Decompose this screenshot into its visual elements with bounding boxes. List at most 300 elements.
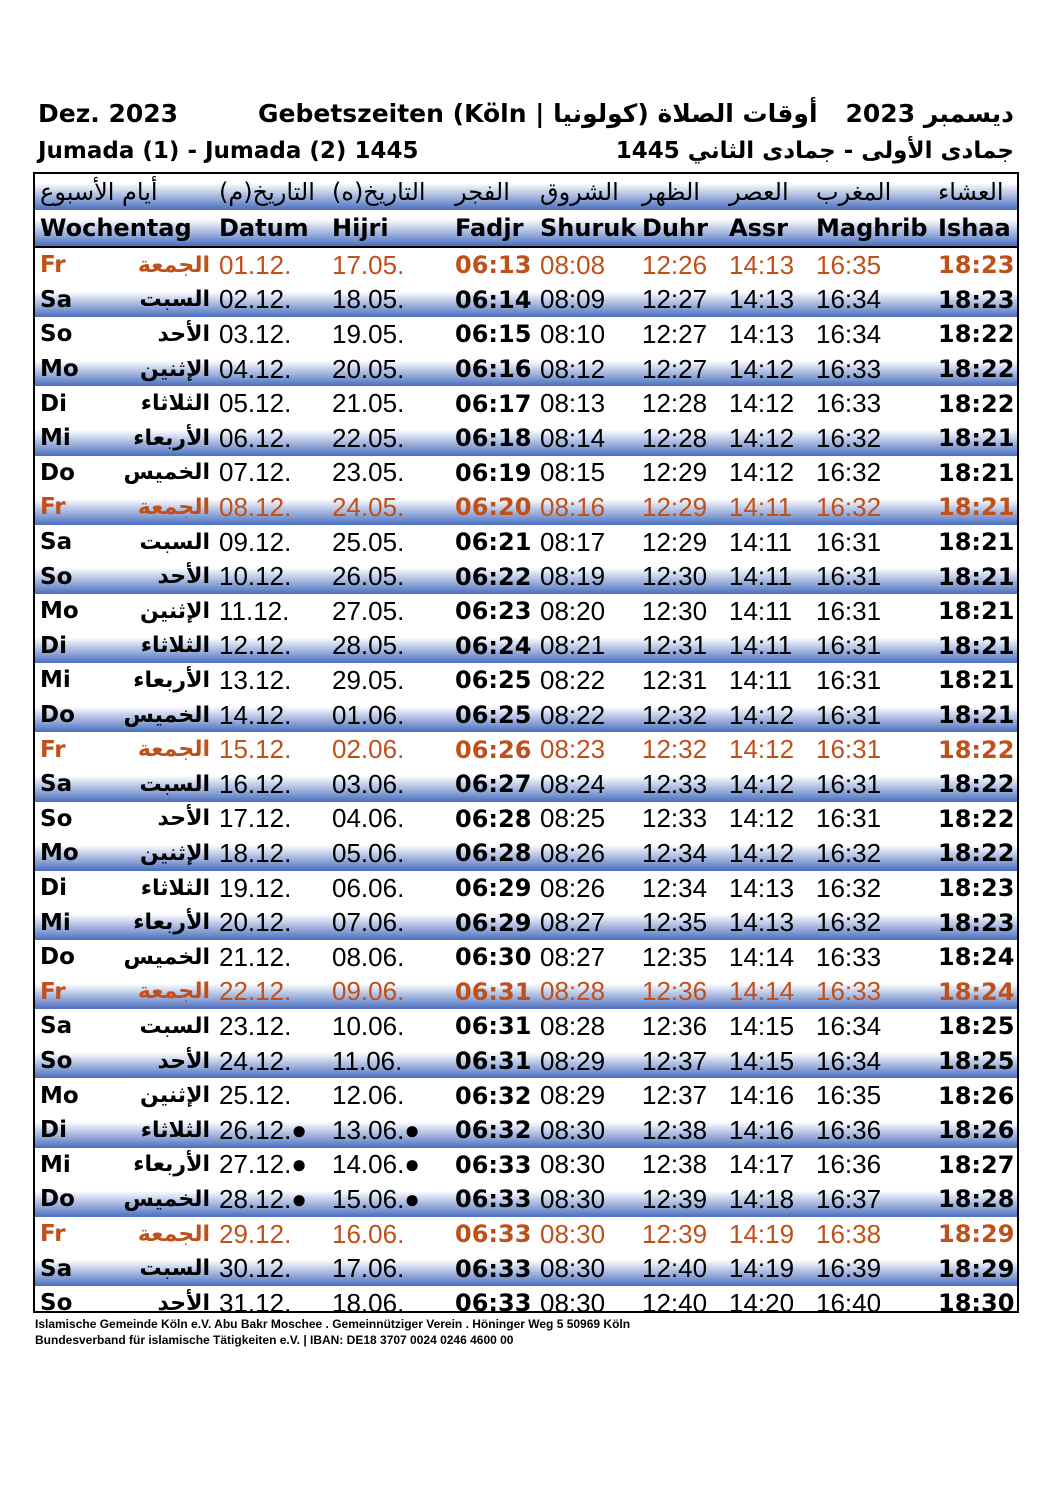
weekday-de: Mi xyxy=(40,667,71,694)
assr-time: 14:12 xyxy=(729,699,795,730)
duhr-time: 12:37 xyxy=(642,1045,708,1076)
shuruk-time: 08:28 xyxy=(540,1010,606,1041)
weekday-de: Di xyxy=(40,875,67,902)
weekday-de: So xyxy=(40,321,73,348)
weekday-ar: السبت xyxy=(139,1013,210,1039)
shuruk-time: 08:22 xyxy=(540,664,606,695)
duhr-time: 12:34 xyxy=(642,872,708,903)
ishaa-time: 18:22 xyxy=(938,735,1015,764)
fadjr-time: 06:33 xyxy=(455,1185,532,1214)
maghrib-time: 16:31 xyxy=(816,595,882,626)
table-row xyxy=(35,975,1017,1010)
maghrib-time: 16:31 xyxy=(816,561,882,592)
shuruk-time: 08:24 xyxy=(540,768,606,799)
weekday-de: Mo xyxy=(40,598,79,625)
ishaa-time: 18:21 xyxy=(938,631,1015,660)
table-row xyxy=(35,456,1017,491)
shuruk-time: 08:30 xyxy=(540,1114,606,1145)
assr-time: 14:11 xyxy=(729,664,793,695)
assr-time: 14:12 xyxy=(729,768,795,799)
table-row xyxy=(35,317,1017,352)
table-row xyxy=(35,1148,1017,1183)
weekday-de: Di xyxy=(40,632,67,659)
col-header-ar-weekday: أيام الأسبوع xyxy=(40,178,158,206)
hijri-months-de: Jumada (1) - Jumada (2) 1445 xyxy=(38,138,419,164)
shuruk-time: 08:14 xyxy=(540,422,606,453)
ishaa-time: 18:23 xyxy=(938,874,1015,903)
duhr-time: 12:29 xyxy=(642,457,708,488)
month-title-de: Dez. 2023 xyxy=(38,99,179,128)
table-row xyxy=(35,1009,1017,1044)
fadjr-time: 06:30 xyxy=(455,943,532,972)
date: 26.12.● xyxy=(219,1114,307,1145)
date: 13.12. xyxy=(219,664,292,695)
weekday-de: Fr xyxy=(40,252,66,279)
ishaa-time: 18:25 xyxy=(938,1012,1015,1041)
shuruk-time: 08:27 xyxy=(540,941,606,972)
maghrib-time: 16:34 xyxy=(816,284,882,315)
maghrib-time: 16:32 xyxy=(816,457,882,488)
col-header-weekday: Wochentag xyxy=(40,214,192,242)
col-header-ar-date: التاريخ(م) xyxy=(219,178,315,206)
hijri-date: 01.06. xyxy=(332,699,405,730)
ishaa-time: 18:27 xyxy=(938,1150,1015,1179)
date: 28.12.● xyxy=(219,1183,307,1214)
date: 24.12. xyxy=(219,1045,292,1076)
hijri-date: 18.06. xyxy=(332,1287,405,1318)
fadjr-time: 06:31 xyxy=(455,1012,532,1041)
ishaa-time: 18:26 xyxy=(938,1116,1015,1145)
assr-time: 14:13 xyxy=(729,872,795,903)
col-header-ar-duhr: الظهر xyxy=(642,178,700,206)
weekday-ar: الجمعة xyxy=(137,737,210,763)
fadjr-time: 06:33 xyxy=(455,1254,532,1283)
weekday-de: Di xyxy=(40,1117,67,1144)
weekday-de: Do xyxy=(40,1186,75,1213)
maghrib-time: 16:33 xyxy=(816,976,882,1007)
hijri-date: 14.06.● xyxy=(332,1149,420,1180)
table-row xyxy=(35,594,1017,629)
table-row xyxy=(35,802,1017,837)
maghrib-time: 16:32 xyxy=(816,491,882,522)
hijri-date: 13.06.● xyxy=(332,1114,420,1145)
col-header-maghrib: Maghrib xyxy=(816,214,928,242)
maghrib-time: 16:38 xyxy=(816,1218,882,1249)
fadjr-time: 06:33 xyxy=(455,1289,532,1318)
hijri-date: 07.06. xyxy=(332,907,405,938)
fadjr-time: 06:32 xyxy=(455,1081,532,1110)
hijri-date: 17.06. xyxy=(332,1253,405,1284)
assr-time: 14:12 xyxy=(729,388,795,419)
table-row xyxy=(35,525,1017,560)
fadjr-time: 06:26 xyxy=(455,735,532,764)
duhr-time: 12:26 xyxy=(642,249,708,280)
date: 18.12. xyxy=(219,837,292,868)
duhr-time: 12:32 xyxy=(642,699,708,730)
date: 23.12. xyxy=(219,1010,292,1041)
duhr-time: 12:27 xyxy=(642,284,708,315)
duhr-time: 12:28 xyxy=(642,422,708,453)
table-row xyxy=(35,283,1017,318)
hijri-date: 10.06. xyxy=(332,1010,405,1041)
hijri-date: 16.06. xyxy=(332,1218,405,1249)
duhr-time: 12:32 xyxy=(642,734,708,765)
date: 11.12. xyxy=(219,595,290,626)
fadjr-time: 06:15 xyxy=(455,320,532,349)
hijri-date: 05.06. xyxy=(332,837,405,868)
fadjr-time: 06:23 xyxy=(455,597,532,626)
weekday-de: Sa xyxy=(40,1255,73,1282)
weekday-ar: الثلاثاء xyxy=(140,875,210,901)
header-row-arabic xyxy=(35,174,1017,210)
assr-time: 14:12 xyxy=(729,422,795,453)
fadjr-time: 06:24 xyxy=(455,631,532,660)
shuruk-time: 08:29 xyxy=(540,1080,606,1111)
hijri-date: 18.05. xyxy=(332,284,405,315)
date: 19.12. xyxy=(219,872,292,903)
weekday-ar: الخميس xyxy=(123,460,210,486)
duhr-time: 12:35 xyxy=(642,907,708,938)
month-title-ar: ديسمبر 2023 xyxy=(845,99,1014,128)
hijri-date: 02.06. xyxy=(332,734,405,765)
ishaa-time: 18:22 xyxy=(938,355,1015,384)
ishaa-time: 18:21 xyxy=(938,528,1015,557)
weekday-ar: الخميس xyxy=(123,1186,210,1212)
date: 01.12. xyxy=(219,249,292,280)
duhr-time: 12:31 xyxy=(642,664,708,695)
shuruk-time: 08:25 xyxy=(540,803,606,834)
shuruk-time: 08:21 xyxy=(540,630,606,661)
table-row xyxy=(35,905,1017,940)
date: 08.12. xyxy=(219,491,292,522)
shuruk-time: 08:12 xyxy=(540,353,606,384)
maghrib-time: 16:31 xyxy=(816,699,882,730)
fadjr-time: 06:28 xyxy=(455,804,532,833)
page-title: Gebetszeiten (Köln | كولونيا) أوقات الصلاة xyxy=(258,99,818,128)
assr-time: 14:19 xyxy=(729,1218,795,1249)
ishaa-time: 18:22 xyxy=(938,320,1015,349)
weekday-ar: السبت xyxy=(139,771,210,797)
weekday-ar: الجمعة xyxy=(137,979,210,1005)
shuruk-time: 08:30 xyxy=(540,1218,606,1249)
table-row xyxy=(35,836,1017,871)
maghrib-time: 16:32 xyxy=(816,837,882,868)
shuruk-time: 08:30 xyxy=(540,1149,606,1180)
ishaa-time: 18:26 xyxy=(938,1081,1015,1110)
weekday-de: Mi xyxy=(40,1151,71,1178)
maghrib-time: 16:31 xyxy=(816,803,882,834)
shuruk-time: 08:30 xyxy=(540,1253,606,1284)
date: 31.12. xyxy=(219,1287,292,1318)
col-header-duhr: Duhr xyxy=(642,214,708,242)
assr-time: 14:14 xyxy=(729,941,795,972)
date: 17.12. xyxy=(219,803,292,834)
weekday-ar: الأربعاء xyxy=(133,1152,210,1178)
ishaa-time: 18:24 xyxy=(938,943,1015,972)
footer xyxy=(35,1316,630,1348)
ishaa-time: 18:22 xyxy=(938,839,1015,868)
ishaa-time: 18:22 xyxy=(938,770,1015,799)
table-row xyxy=(35,1217,1017,1252)
weekday-ar: الأحد xyxy=(157,564,210,590)
assr-time: 14:13 xyxy=(729,907,795,938)
hijri-date: 24.05. xyxy=(332,491,405,522)
date: 03.12. xyxy=(219,318,292,349)
date: 29.12. xyxy=(219,1218,292,1249)
table-row xyxy=(35,871,1017,906)
footer-line-2: Bundesverband für islamische Tätigkeiten e.V. | IBAN: DE18 3707 0024 0246 4600 00 xyxy=(35,1333,514,1347)
table-row xyxy=(35,490,1017,525)
hijri-date: 11.06. xyxy=(332,1045,403,1076)
weekday-de: Mi xyxy=(40,909,71,936)
fadjr-time: 06:31 xyxy=(455,1047,532,1076)
shuruk-time: 08:30 xyxy=(540,1287,606,1318)
maghrib-time: 16:34 xyxy=(816,1010,882,1041)
header-row-german xyxy=(35,210,1017,248)
weekday-de: Di xyxy=(40,390,67,417)
date: 20.12. xyxy=(219,907,292,938)
ishaa-time: 18:29 xyxy=(938,1254,1015,1283)
weekday-ar: الجمعة xyxy=(137,252,210,278)
shuruk-time: 08:29 xyxy=(540,1045,606,1076)
date: 04.12. xyxy=(219,353,292,384)
weekday-ar: الخميس xyxy=(123,944,210,970)
weekday-ar: الخميس xyxy=(123,702,210,728)
duhr-time: 12:27 xyxy=(642,318,708,349)
fadjr-time: 06:19 xyxy=(455,458,532,487)
assr-time: 14:12 xyxy=(729,734,795,765)
weekday-ar: الإثنين xyxy=(140,840,210,866)
weekday-de: So xyxy=(40,1290,73,1317)
col-header-date: Datum xyxy=(219,214,309,242)
col-header-hijri: Hijri xyxy=(332,214,389,242)
maghrib-time: 16:31 xyxy=(816,664,882,695)
assr-time: 14:20 xyxy=(729,1287,795,1318)
hijri-date: 28.05. xyxy=(332,630,405,661)
duhr-time: 12:33 xyxy=(642,768,708,799)
maghrib-time: 16:33 xyxy=(816,388,882,419)
col-header-ar-shuruk: الشروق xyxy=(540,178,619,206)
hijri-date: 27.05. xyxy=(332,595,405,626)
col-header-ishaa: Ishaa xyxy=(938,214,1011,242)
fadjr-time: 06:27 xyxy=(455,770,532,799)
maghrib-time: 16:33 xyxy=(816,941,882,972)
weekday-de: So xyxy=(40,563,73,590)
fadjr-time: 06:17 xyxy=(455,389,532,418)
weekday-de: Do xyxy=(40,702,75,729)
maghrib-time: 16:34 xyxy=(816,318,882,349)
hijri-date: 09.06. xyxy=(332,976,405,1007)
maghrib-time: 16:37 xyxy=(816,1183,882,1214)
ishaa-time: 18:25 xyxy=(938,1047,1015,1076)
weekday-ar: الثلاثاء xyxy=(140,633,210,659)
date: 16.12. xyxy=(219,768,292,799)
weekday-de: Fr xyxy=(40,494,66,521)
fadjr-time: 06:25 xyxy=(455,666,532,695)
table-row xyxy=(35,940,1017,975)
table-row xyxy=(35,386,1017,421)
weekday-ar: الجمعة xyxy=(137,494,210,520)
assr-time: 14:12 xyxy=(729,837,795,868)
hijri-date: 19.05. xyxy=(332,318,405,349)
hijri-date: 06.06. xyxy=(332,872,405,903)
assr-time: 14:16 xyxy=(729,1114,795,1145)
duhr-time: 12:28 xyxy=(642,388,708,419)
ishaa-time: 18:29 xyxy=(938,1220,1015,1249)
fadjr-time: 06:18 xyxy=(455,424,532,453)
fadjr-time: 06:32 xyxy=(455,1116,532,1145)
fadjr-time: 06:31 xyxy=(455,977,532,1006)
weekday-de: Fr xyxy=(40,978,66,1005)
shuruk-time: 08:08 xyxy=(540,249,606,280)
weekday-de: Do xyxy=(40,944,75,971)
weekday-ar: السبت xyxy=(139,1256,210,1282)
duhr-time: 12:34 xyxy=(642,837,708,868)
weekday-de: Sa xyxy=(40,771,73,798)
date: 10.12. xyxy=(219,561,292,592)
fadjr-time: 06:20 xyxy=(455,493,532,522)
weekday-de: Sa xyxy=(40,286,73,313)
ishaa-time: 18:24 xyxy=(938,977,1015,1006)
assr-time: 14:14 xyxy=(729,976,795,1007)
shuruk-time: 08:27 xyxy=(540,907,606,938)
col-header-ar-ishaa: العشاء xyxy=(938,178,1004,206)
duhr-time: 12:35 xyxy=(642,941,708,972)
table-row xyxy=(35,421,1017,456)
ishaa-time: 18:21 xyxy=(938,424,1015,453)
shuruk-time: 08:26 xyxy=(540,837,606,868)
date: 06.12. xyxy=(219,422,292,453)
duhr-time: 12:33 xyxy=(642,803,708,834)
fadjr-time: 06:16 xyxy=(455,355,532,384)
date: 05.12. xyxy=(219,388,292,419)
table-row xyxy=(35,698,1017,733)
weekday-de: Mo xyxy=(40,840,79,867)
maghrib-time: 16:34 xyxy=(816,1045,882,1076)
weekday-ar: الثلاثاء xyxy=(140,391,210,417)
weekday-ar: الأربعاء xyxy=(133,425,210,451)
fadjr-time: 06:21 xyxy=(455,528,532,557)
footer-line-1: Islamische Gemeinde Köln e.V. Abu Bakr Moschee . Gemeinnütziger Verein . Höninger Weg 5 50969 Köln xyxy=(35,1317,631,1331)
col-header-ar-fadjr: الفجر xyxy=(455,178,510,206)
table-row xyxy=(35,629,1017,664)
maghrib-time: 16:31 xyxy=(816,734,882,765)
assr-time: 14:13 xyxy=(729,318,795,349)
assr-time: 14:15 xyxy=(729,1010,795,1041)
ishaa-time: 18:22 xyxy=(938,804,1015,833)
maghrib-time: 16:32 xyxy=(816,872,882,903)
maghrib-time: 16:35 xyxy=(816,249,882,280)
weekday-ar: السبت xyxy=(139,287,210,313)
ishaa-time: 18:21 xyxy=(938,597,1015,626)
duhr-time: 12:31 xyxy=(642,630,708,661)
date: 02.12. xyxy=(219,284,292,315)
weekday-de: Sa xyxy=(40,529,73,556)
table-row xyxy=(35,1251,1017,1286)
date: 07.12. xyxy=(219,457,292,488)
ishaa-time: 18:23 xyxy=(938,251,1015,280)
col-header-ar-hijri: التاريخ(ه) xyxy=(332,178,426,206)
weekday-ar: الأحد xyxy=(157,1290,210,1316)
date: 30.12. xyxy=(219,1253,292,1284)
shuruk-time: 08:09 xyxy=(540,284,606,315)
weekday-de: Mi xyxy=(40,425,71,452)
maghrib-time: 16:35 xyxy=(816,1080,882,1111)
hijri-date: 29.05. xyxy=(332,664,405,695)
hijri-date: 15.06.● xyxy=(332,1183,420,1214)
shuruk-time: 08:10 xyxy=(540,318,606,349)
fadjr-time: 06:29 xyxy=(455,908,532,937)
assr-time: 14:11 xyxy=(729,526,793,557)
ishaa-time: 18:21 xyxy=(938,458,1015,487)
weekday-de: So xyxy=(40,805,73,832)
assr-time: 14:12 xyxy=(729,353,795,384)
ishaa-time: 18:28 xyxy=(938,1185,1015,1214)
hijri-date: 21.05. xyxy=(332,388,405,419)
shuruk-time: 08:26 xyxy=(540,872,606,903)
duhr-time: 12:40 xyxy=(642,1253,708,1284)
duhr-time: 12:30 xyxy=(642,595,708,626)
duhr-time: 12:38 xyxy=(642,1149,708,1180)
ishaa-time: 18:21 xyxy=(938,701,1015,730)
duhr-time: 12:30 xyxy=(642,561,708,592)
duhr-time: 12:39 xyxy=(642,1183,708,1214)
weekday-ar: الأحد xyxy=(157,321,210,347)
ishaa-time: 18:22 xyxy=(938,389,1015,418)
assr-time: 14:13 xyxy=(729,284,795,315)
date: 12.12. xyxy=(219,630,292,661)
weekday-ar: الجمعة xyxy=(137,1221,210,1247)
weekday-ar: السبت xyxy=(139,529,210,555)
table-row xyxy=(35,559,1017,594)
table-row xyxy=(35,1044,1017,1079)
table-row xyxy=(35,1182,1017,1217)
fadjr-time: 06:29 xyxy=(455,874,532,903)
assr-time: 14:11 xyxy=(729,491,793,522)
col-header-assr: Assr xyxy=(729,214,788,242)
weekday-ar: الأربعاء xyxy=(133,667,210,693)
hijri-months-ar: جمادى الأولى - جمادى الثاني 1445 xyxy=(615,138,1014,164)
duhr-time: 12:29 xyxy=(642,526,708,557)
duhr-time: 12:39 xyxy=(642,1218,708,1249)
hijri-date: 25.05. xyxy=(332,526,405,557)
table-row xyxy=(35,663,1017,698)
assr-time: 14:19 xyxy=(729,1253,795,1284)
duhr-time: 12:37 xyxy=(642,1080,708,1111)
hijri-date: 12.06. xyxy=(332,1080,405,1111)
weekday-de: Sa xyxy=(40,1013,73,1040)
assr-time: 14:11 xyxy=(729,561,793,592)
assr-time: 14:13 xyxy=(729,249,795,280)
maghrib-time: 16:36 xyxy=(816,1149,882,1180)
hijri-date: 23.05. xyxy=(332,457,405,488)
assr-time: 14:12 xyxy=(729,803,795,834)
weekday-ar: الأربعاء xyxy=(133,910,210,936)
fadjr-time: 06:13 xyxy=(455,251,532,280)
hijri-date: 08.06. xyxy=(332,941,405,972)
shuruk-time: 08:19 xyxy=(540,561,606,592)
maghrib-time: 16:31 xyxy=(816,526,882,557)
fadjr-time: 06:33 xyxy=(455,1150,532,1179)
shuruk-time: 08:13 xyxy=(540,388,606,419)
date: 22.12. xyxy=(219,976,292,1007)
weekday-ar: الإثنين xyxy=(140,1083,210,1109)
assr-time: 14:12 xyxy=(729,457,795,488)
assr-time: 14:11 xyxy=(729,630,793,661)
table-row xyxy=(35,352,1017,387)
table-row xyxy=(35,248,1017,283)
shuruk-time: 08:20 xyxy=(540,595,606,626)
